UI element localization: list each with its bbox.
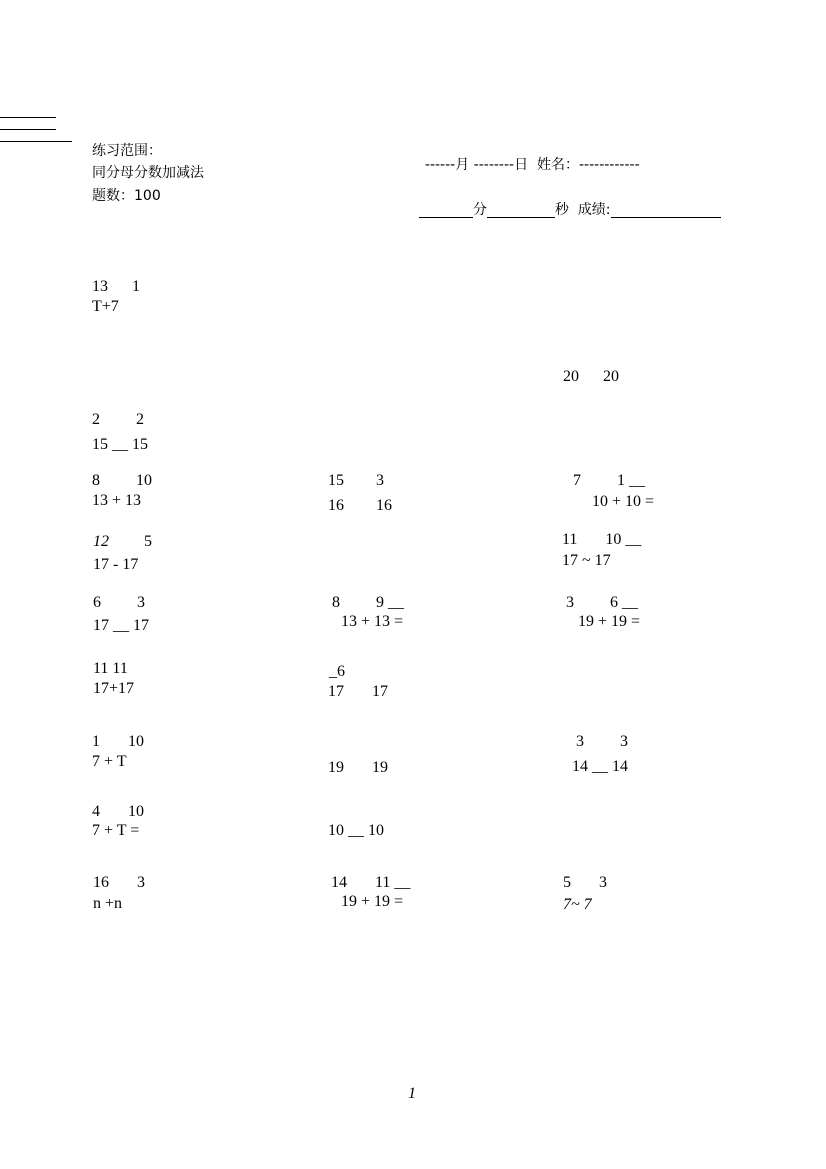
problem-8-top: 11 10 __ [562,531,642,548]
name-blank[interactable]: ------------ [579,157,640,173]
problem-20-bottom: 19 + 19 = [341,893,404,910]
problem-15-bottom: 19 19 [328,759,388,776]
problem-1-top: 13 1 [92,278,140,295]
seconds-blank[interactable] [487,203,555,218]
problem-21-top: 5 3 [563,874,607,891]
problem-3-top: 2 2 [92,411,144,428]
problem-2-top: 20 20 [563,368,619,385]
problem-9-bottom: 17 __ 17 [93,617,149,634]
minutes-blank[interactable] [419,203,473,218]
problem-11-top: 3 6 __ [566,594,638,611]
problem-17-top: 4 10 [92,803,144,820]
page-number: 1 [408,1085,416,1102]
problem-14-bottom: 7 + T [92,753,127,770]
month-label: 月 [455,157,470,173]
problem-4-top: 8 10 [92,472,152,489]
margin-rule-2 [0,129,56,130]
seconds-label: 秒 [554,202,569,218]
problem-3-bottom: 15 __ 15 [92,436,148,453]
problem-21-bottom: 7~ 7 [563,896,592,913]
problem-16-top: 3 3 [576,733,628,750]
practice-range-label: 练习范围： [92,143,162,159]
topic-title: 同分母分数加减法 [92,165,204,181]
problem-12-bottom: 17+17 [93,680,135,697]
problem-7-bottom: 17 - 17 [93,556,139,573]
problem-10-bottom: 13 + 13 = [341,613,404,630]
problem-9-top: 6 3 [93,594,145,611]
problem-13-top: _6 [329,663,345,680]
margin-rule-1 [0,117,56,118]
problem-16-bottom: 14 __ 14 [572,758,628,775]
problem-5-top: 15 3 [328,472,384,489]
date-name-row [416,144,640,172]
problem-10-top: 8 9 __ [332,594,404,611]
name-label: 姓名： [537,157,579,173]
problem-17-bottom: 7 + T = [92,822,140,839]
problem-20-top: 14 11 __ [331,874,411,891]
minutes-label: 分 [472,202,487,218]
question-count: 题数：100 [92,188,161,204]
problem-7-top-2: 5 [144,533,152,550]
problem-6-bottom: 10 + 10 = [592,493,655,510]
problem-18-bottom: 10 __ 10 [328,822,384,839]
score-label: 成绩: [577,202,611,218]
problem-4-bottom: 13 + 13 [92,492,142,509]
margin-rule-3 [0,141,72,142]
problem-11-bottom: 19 + 19 = [578,613,641,630]
problem-8-bottom: 17 ~ 17 [562,552,611,569]
day-blank[interactable]: -------- [473,157,515,173]
time-score-row [410,189,721,218]
problem-19-bottom: n +n [93,895,123,912]
month-blank[interactable]: ------ [424,157,456,173]
score-blank[interactable] [611,203,721,218]
problem-13-bottom: 17 17 [328,683,388,700]
problem-5-bottom: 16 16 [328,497,392,514]
problem-7-top: 12 [93,533,109,550]
problem-1-bottom: T+7 [92,298,119,315]
problem-12-top: 11 11 [93,660,128,677]
day-label: 日 [514,157,529,173]
problem-6-top: 7 1 __ [573,472,645,489]
problem-14-top: 1 10 [92,733,144,750]
problem-19-top: 16 3 [93,874,145,891]
